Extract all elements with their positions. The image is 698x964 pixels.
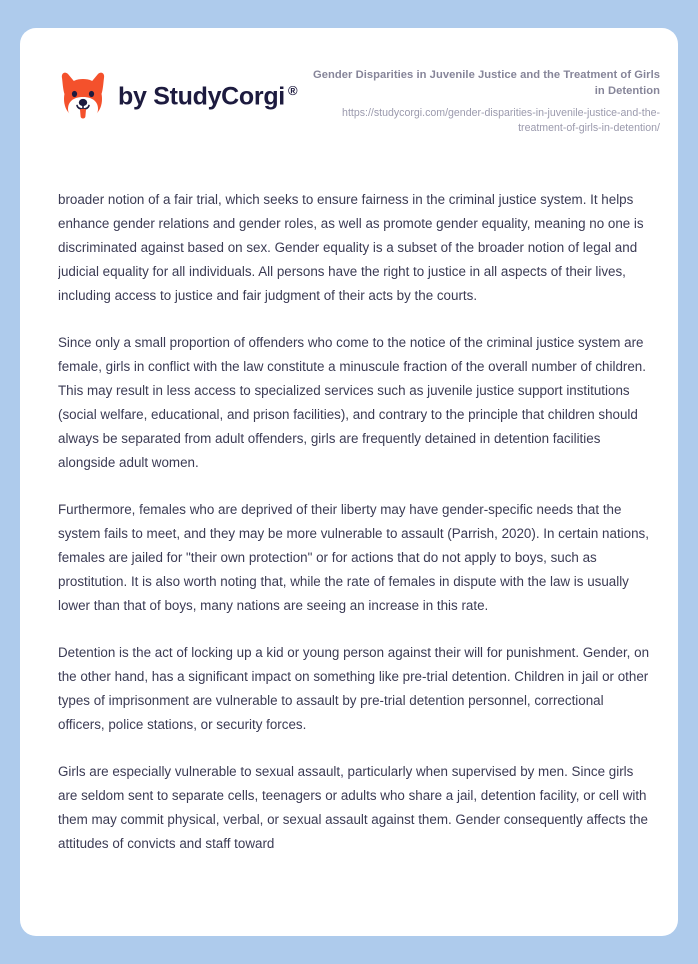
body-paragraph: Since only a small proportion of offenders who come to the notice of the criminal justice system are female, girls in conflict with the law constitute a minuscule fraction of the overall number of children. This may result in less access to specialized services such as juvenile justice support institutions (social welfare, educational, and prison facilities), and contrary to the principle that children should always be separated from adult offenders, girls are frequently detained in detention facilities alongside adult women. [58, 335, 646, 470]
document-title: Gender Disparities in Juvenile Justice and the Treatment of Girls in Detention [312, 69, 660, 97]
brand-logo-block [58, 66, 297, 123]
body-paragraph: Furthermore, females who are deprived of their liberty may have gender-specific needs that the system fails to meet, and they may be more vulnerable to assault (Parrish, 2020). In certain nations, females are jailed for "their own protection" or for actions that do not apply to boys, such as prostitution. It is also worth noting that, while the rate of females in dispute with the law is usually lower than that of boys, many nations are seeing an increase in this rate. [58, 502, 649, 613]
document-body [58, 188, 650, 940]
document-meta [310, 66, 660, 137]
body-paragraph: broader notion of a fair trial, which seeks to ensure fairness in the criminal justice system. It helps enhance gender relations and gender roles, as well as promote gender equality, meaning no one is discriminated against based on sex. Gender equality is a subset of the broader notion of legal and judicial equality for all individuals. All persons have the right to justice in all aspects of their lives, including access to justice and fair judgment of their acts by the courts. [58, 192, 644, 303]
brand-wordmark [118, 84, 297, 109]
corgi-face-icon [58, 71, 108, 123]
document-url[interactable]: https://studycorgi.com/gender-disparities-in-juvenile-justice-and-the-treatment-of-girls-in-detention/ [342, 106, 660, 135]
body-paragraph: Detention is the act of locking up a kid or young person against their will for punishment. Gender, on the other hand, has a significant impact on something like pre-trial detention. Children in jail or other types of imprisonment are vulnerable to assault by pre-trial detention personnel, correctional officers, police stations, or security forces. [58, 645, 650, 732]
body-paragraph: Girls are especially vulnerable to sexual assault, particularly when supervised by men. Since girls are seldom sent to separate cells, teenagers or adults who share a jail, detention facility, or cell with them may commit physical, verbal, or sexual assault against them. Gender consequently affects the attitudes of convicts and staff toward [58, 764, 648, 851]
registered-trademark-icon: ® [287, 83, 298, 99]
document-header [20, 28, 678, 156]
brand-name-text: by StudyCorgi [118, 82, 285, 111]
document-page-card [20, 28, 678, 936]
